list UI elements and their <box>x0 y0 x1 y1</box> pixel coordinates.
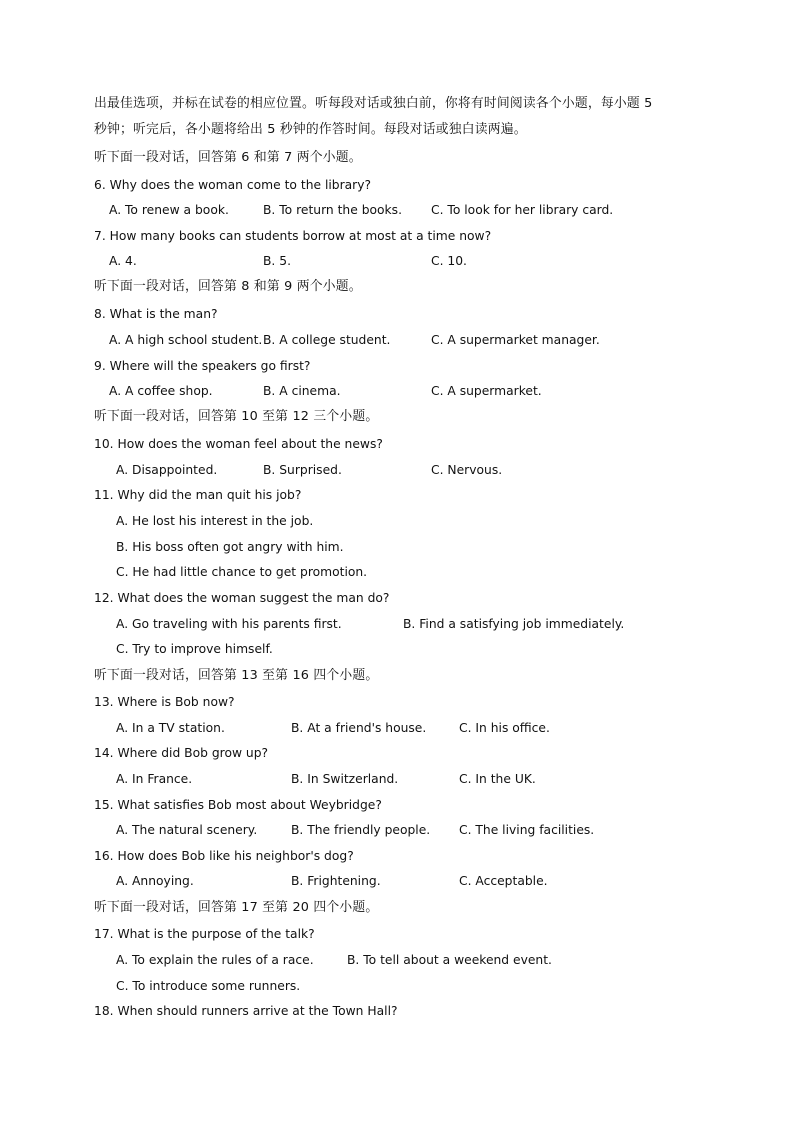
q11-option-c: C. He had little chance to get promotion. <box>116 565 368 579</box>
q8-option-b: B. A college student. <box>263 333 391 347</box>
q15-option-c: C. The living facilities. <box>459 823 595 837</box>
q16-option-a: A. Annoying. <box>116 874 194 888</box>
q6-option-a: A. To renew a book. <box>109 203 229 217</box>
q14-option-b: B. In Switzerland. <box>291 772 399 786</box>
q10-option-c: C. Nervous. <box>431 463 503 477</box>
q14-option-a: A. In France. <box>116 772 193 786</box>
q13-option-c: C. In his office. <box>459 721 550 735</box>
q17-option-a: A. To explain the rules of a race. <box>116 953 314 967</box>
section-heading-8-9: 听下面一段对话，回答第 8 和第 9 两个小题。 <box>94 279 362 294</box>
q6-option-b: B. To return the books. <box>263 203 402 217</box>
q12-option-b: B. Find a satisfying job immediately. <box>403 617 625 631</box>
section-heading-10-12: 听下面一段对话，回答第 10 至第 12 三个小题。 <box>94 409 379 424</box>
question-10: 10. How does the woman feel about the news? <box>94 437 383 451</box>
question-13: 13. Where is Bob now? <box>94 695 235 709</box>
question-7: 7. How many books can students borrow at most at a time now? <box>94 229 492 243</box>
section-heading-17-20: 听下面一段对话，回答第 17 至第 20 四个小题。 <box>94 900 379 915</box>
question-8: 8. What is the man? <box>94 307 218 321</box>
q8-option-a: A. A high school student. <box>109 333 263 347</box>
question-17: 17. What is the purpose of the talk? <box>94 927 315 941</box>
q13-option-a: A. In a TV station. <box>116 721 225 735</box>
question-6: 6. Why does the woman come to the library? <box>94 178 372 192</box>
question-11: 11. Why did the man quit his job? <box>94 488 302 502</box>
q12-option-a: A. Go traveling with his parents first. <box>116 617 342 631</box>
q15-option-a: A. The natural scenery. <box>116 823 258 837</box>
q7-option-b: B. 5. <box>263 254 291 268</box>
section-heading-13-16: 听下面一段对话，回答第 13 至第 16 四个小题。 <box>94 668 379 683</box>
question-12: 12. What does the woman suggest the man do? <box>94 591 390 605</box>
q9-option-c: C. A supermarket. <box>431 384 542 398</box>
question-15: 15. What satisfies Bob most about Weybridge? <box>94 798 382 812</box>
q11-option-b: B. His boss often got angry with him. <box>116 540 344 554</box>
question-18: 18. When should runners arrive at the Town Hall? <box>94 1004 398 1018</box>
q8-option-c: C. A supermarket manager. <box>431 333 600 347</box>
q9-option-a: A. A coffee shop. <box>109 384 213 398</box>
question-14: 14. Where did Bob grow up? <box>94 746 269 760</box>
q15-option-b: B. The friendly people. <box>291 823 431 837</box>
q12-option-c: C. Try to improve himself. <box>116 642 273 656</box>
q11-option-a: A. He lost his interest in the job. <box>116 514 314 528</box>
q6-option-c: C. To look for her library card. <box>431 203 614 217</box>
q7-option-c: C. 10. <box>431 254 467 268</box>
question-9: 9. Where will the speakers go first? <box>94 359 311 373</box>
intro-line-2: 秒钟；听完后，各小题将给出 5 秒钟的作答时间。每段对话或独白读两遍。 <box>94 122 527 137</box>
q7-option-a: A. 4. <box>109 254 137 268</box>
q16-option-c: C. Acceptable. <box>459 874 548 888</box>
q17-option-b: B. To tell about a weekend event. <box>347 953 552 967</box>
q17-option-c: C. To introduce some runners. <box>116 979 301 993</box>
q9-option-b: B. A cinema. <box>263 384 341 398</box>
question-16: 16. How does Bob like his neighbor's dog? <box>94 849 354 863</box>
intro-line-1: 出最佳选项，并标在试卷的相应位置。听每段对话或独白前，你将有时间阅读各个小题，每小题 5 <box>94 96 653 111</box>
q14-option-c: C. In the UK. <box>459 772 536 786</box>
section-heading-6-7: 听下面一段对话，回答第 6 和第 7 两个小题。 <box>94 150 362 165</box>
q16-option-b: B. Frightening. <box>291 874 381 888</box>
q13-option-b: B. At a friend's house. <box>291 721 427 735</box>
q10-option-b: B. Surprised. <box>263 463 342 477</box>
q10-option-a: A. Disappointed. <box>116 463 218 477</box>
